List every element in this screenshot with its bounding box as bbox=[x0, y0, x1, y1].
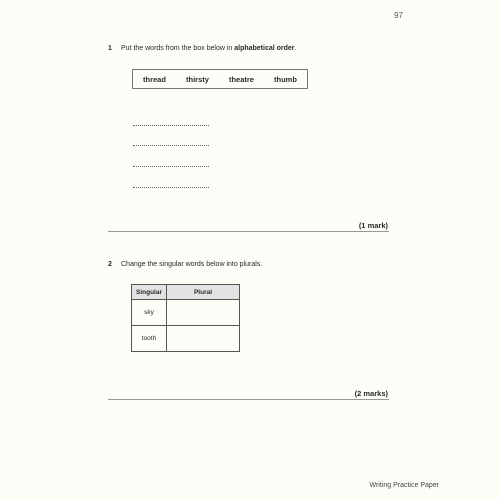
answer-line-3[interactable] bbox=[133, 166, 209, 167]
word-item: thirsty bbox=[185, 74, 209, 84]
question-1-text-prefix: Put the words from the box below in bbox=[121, 45, 235, 52]
question-2-divider bbox=[108, 399, 389, 400]
footer-text: Writing Practice Paper bbox=[369, 482, 439, 489]
singular-cell: sky bbox=[132, 300, 167, 326]
word-box bbox=[132, 69, 308, 89]
question-1-number: 1 bbox=[108, 45, 112, 52]
answer-line-4[interactable] bbox=[133, 187, 209, 188]
word-item: thumb bbox=[274, 74, 297, 84]
question-2-number: 2 bbox=[108, 261, 112, 268]
question-1-marks: (1 mark) bbox=[358, 221, 388, 230]
word-item: theatre bbox=[228, 74, 254, 84]
table-row bbox=[132, 300, 240, 326]
answer-line-2[interactable] bbox=[133, 145, 209, 146]
table-header-row bbox=[132, 285, 240, 300]
word-item: thread bbox=[143, 74, 166, 84]
question-1-text-bold: alphabetical order bbox=[234, 45, 295, 52]
singular-cell: tooth bbox=[132, 326, 167, 352]
table-header-plural: Plural bbox=[167, 285, 240, 300]
table-header-singular: Singular bbox=[132, 285, 167, 300]
answer-line-1[interactable] bbox=[133, 125, 209, 126]
table-row bbox=[132, 326, 240, 352]
question-2-text: Change the singular words below into plurals. bbox=[121, 261, 263, 268]
plural-answer-cell[interactable] bbox=[167, 326, 240, 352]
question-1-text bbox=[121, 45, 296, 52]
plural-answer-cell[interactable] bbox=[167, 300, 240, 326]
question-1-divider bbox=[108, 231, 389, 232]
question-1-text-suffix: . bbox=[294, 45, 297, 52]
plural-table bbox=[131, 284, 240, 352]
question-2-marks: (2 marks) bbox=[354, 389, 388, 398]
page-number: 97 bbox=[394, 11, 403, 20]
